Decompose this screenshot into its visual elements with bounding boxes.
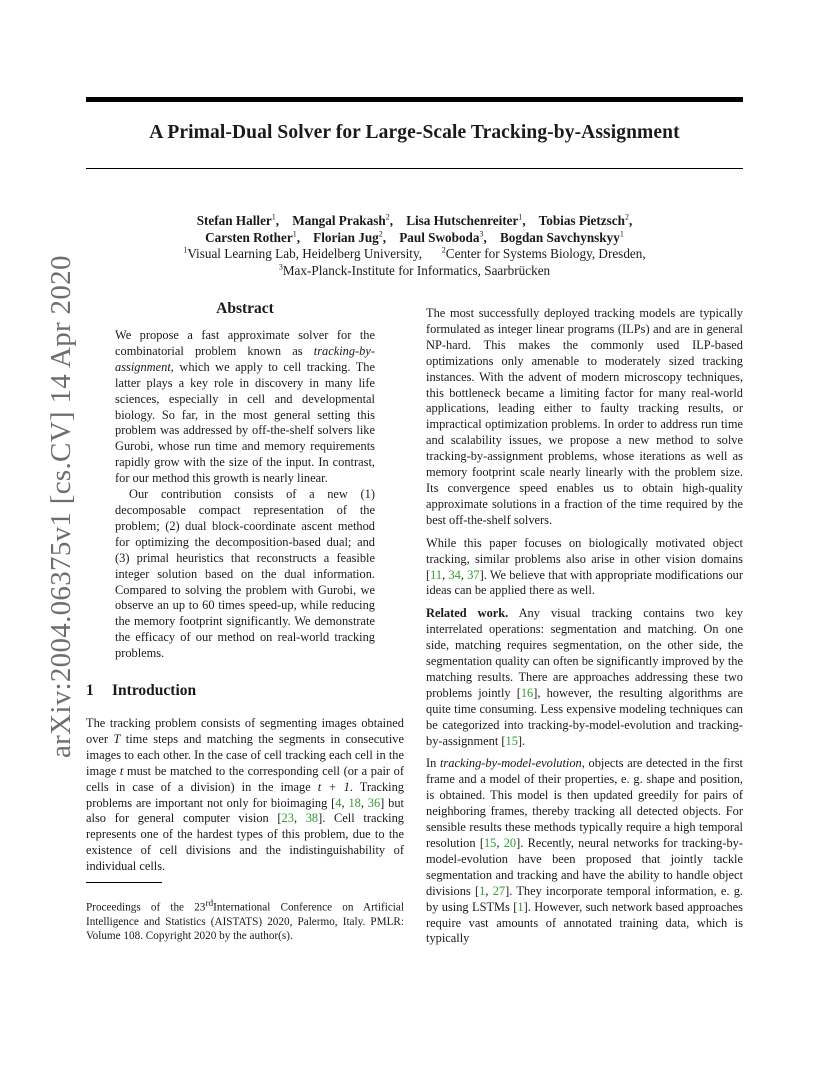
introduction-body: [86, 716, 404, 875]
affiliation-saarbruecken: Max-Planck-Institute for Informatics, Saarbrücken: [282, 263, 551, 278]
author-name: Florian Jug: [313, 230, 379, 245]
affiliation-dresden: Center for Systems Biology, Dresden,: [445, 246, 646, 261]
citation-link[interactable]: 1: [479, 883, 486, 898]
intro-paragraph-3: While this paper focuses on biologically motivated object tracking, similar problems also arise in other vision domains [11, 34, 37]. We believe that with appropriate modifications our ideas can be applied there as well.: [426, 535, 743, 598]
arxiv-stamp: arXiv:2004.06375v1 [cs.CV] 14 Apr 2020: [45, 255, 77, 758]
affiliation-heidelberg: Visual Learning Lab, Heidelberg University,: [187, 246, 423, 261]
citation-link[interactable]: 34: [448, 567, 461, 582]
author-affil-mark: 1: [518, 212, 523, 222]
author-name: Stefan Haller: [196, 213, 272, 228]
citation-link[interactable]: 1: [517, 899, 524, 914]
related-work-paragraph: Related work. Any visual tracking contains two key interrelated operations: segmentation and matching. On one side, matching requires segmentation, on the other side, the segmentation quality can often be significantly improved by the matching results. There are approaches addressing these two problems jointly [16], however, the resulting algorithms are quite time consuming. Less expensive modeling techniques can be categorized into tracking-by-model-evolution and tracking-by-assignment [15].: [426, 606, 743, 748]
author-affil-mark: 2: [378, 229, 383, 239]
section-heading-introduction: [86, 682, 404, 700]
model-evolution-paragraph: In tracking-by-model-evolution, objects are detected in the first frame and a model of their properties, e. g. shape and position, is obtained. This model is then updated greedily for pairs of neighboring frames, thereby tracking all detected objects. For sensible results these methods typically require a high temporal resolution [15, 20]. Recently, neural networks for tracking-by-model-evolution have been proposed that jointly tackle segmentation and tracking and have the ability to handle object divisions [1, 27]. They incorporate temporal information, e. g. by using LSTMs [1]. However, such network based approaches require vast amounts of annotated training data, which is typically: [426, 756, 743, 946]
footnote-rule: [86, 882, 162, 883]
abstract-heading: Abstract: [216, 300, 274, 317]
affiliation-line-2: [86, 262, 743, 279]
top-thick-rule: [86, 97, 743, 102]
proceedings-footnote: Proceedings of the 23rdInternational Conference on Artificial Intelligence and Statistics (AISTATS) 2020, Palermo, Italy. PMLR: Volume 108. Copyright 2020 by the author(s).: [86, 899, 404, 942]
author-affil-mark: 3: [479, 229, 484, 239]
citation-link[interactable]: 11: [430, 567, 443, 582]
author-affil-mark: 2: [385, 212, 390, 222]
citation-link[interactable]: 23: [281, 811, 294, 826]
citation-link[interactable]: 37: [467, 567, 480, 582]
abstract-paragraph-1: We propose a fast approximate solver for the combinatorial problem known as tracking-by-assignment, which we apply to cell tracking. The latter plays a key role in discovery in many life sciences, especially in cell and developmental biology. So far, in the most general setting this problem was addressed by off-the-shelf solvers like Gurobi, whose run time and memory requirements rapidly grow with the size of the input. In contrast, for our method this growth is nearly linear.: [115, 328, 375, 486]
author-line-2: Carsten Rother$^1$, Florian Jug$^2$, Paul Swoboda$^3$, Bogdan Savchynskyy$^1$: [205, 229, 624, 245]
affil-mark: 3: [278, 262, 283, 272]
paper-title: A Primal-Dual Solver for Large-Scale Tracking-by-Assignment: [149, 122, 680, 143]
author-name: Bogdan Savchynskyy: [499, 230, 620, 245]
abstract-body: [115, 328, 375, 662]
author-affil-mark: 1: [292, 229, 297, 239]
citation-link[interactable]: 36: [367, 795, 381, 810]
author-affil-mark: 1: [619, 229, 624, 239]
citation-link[interactable]: 38: [305, 811, 319, 826]
intro-paragraph-1: The tracking problem consists of segmenting images obtained over T time steps and matching the segments in consecutive images to each other. In the case of cell tracking each cell in the image t must be matched to the corresponding cell (or a pair of cells in case of a division) in the image t + 1. Tracking problems are important not only for bioimaging [4, 18, 36] but also for general computer vision [23, 38]. Cell tracking represents one of the hardest types of this problem, due to the existence of cell divisions and the indistinguishability of individual cells.: [86, 716, 404, 874]
citation-link[interactable]: 18: [348, 795, 361, 810]
citation-link[interactable]: 15: [505, 733, 518, 748]
citation-link[interactable]: 27: [492, 883, 506, 898]
related-work-heading: Related work.: [426, 606, 509, 621]
author-name: Paul Swoboda: [399, 230, 480, 245]
citation-link[interactable]: 16: [520, 685, 534, 700]
author-name: Tobias Pietzsch: [538, 213, 625, 228]
citation-link[interactable]: 4: [335, 795, 342, 810]
author-affil-mark: 1: [271, 212, 276, 222]
affil-mark: 2: [441, 245, 446, 255]
abstract-paragraph-2: Our contribution consists of a new (1) decomposable compact representation of the problem; (2) dual block-coordinate ascent method for optimizing the decomposition-based dual; and (3) primal heuristics that reconstructs a feasible integer solution based on the dual information. Compared to solving the problem with Gurobi, we observe an up to 60 times speed-up, while reducing the memory footprint significantly. We demonstrate the efficacy of our method on real-world tracking problems.: [115, 487, 375, 661]
affil-mark: 1: [183, 245, 188, 255]
right-column-body: [426, 306, 743, 947]
citation-link[interactable]: 20: [503, 836, 517, 850]
affiliation-line-1: [86, 245, 743, 262]
intro-paragraph-2: The most successfully deployed tracking models are typically formulated as integer linear programs (ILPs) and are in general NP-hard. This makes the commonly used ILP-based optimizations only amenable to moderately sized tracking instances. With the advent of modern microscopy techniques, this bottleneck became a limiting factor for many real-world applications, leading either to faulty tracking results, or impractical optimization problems. In order to address run time and scalability issues, we propose a new method to solve tracking-by-assignment problems, whose iterations as well as memory footprint scale nearly linearly with the problem size. Its convergence speed enables us to obtain high-quality approximate solutions in a fraction of the time required by the best off-the-shelf solvers.: [426, 306, 743, 527]
author-list: [86, 212, 743, 246]
author-line-1: Stefan Haller$^1$, Mangal Prakash$^2$, Lisa Hutschenreiter$^1$, Tobias Pietzsch$^2$,: [196, 212, 633, 228]
author-name: Mangal Prakash: [292, 213, 386, 228]
left-column: [86, 300, 404, 943]
citation-link[interactable]: 15: [483, 836, 497, 850]
author-name: Lisa Hutschenreiter: [406, 213, 519, 228]
right-column: [426, 306, 743, 954]
title-bottom-rule: [86, 168, 743, 169]
author-name: Carsten Rother: [205, 230, 293, 245]
author-affil-mark: 2: [624, 212, 629, 222]
section-number: 1: [86, 682, 94, 700]
section-title: Introduction: [112, 682, 197, 700]
affiliations: [86, 245, 743, 279]
